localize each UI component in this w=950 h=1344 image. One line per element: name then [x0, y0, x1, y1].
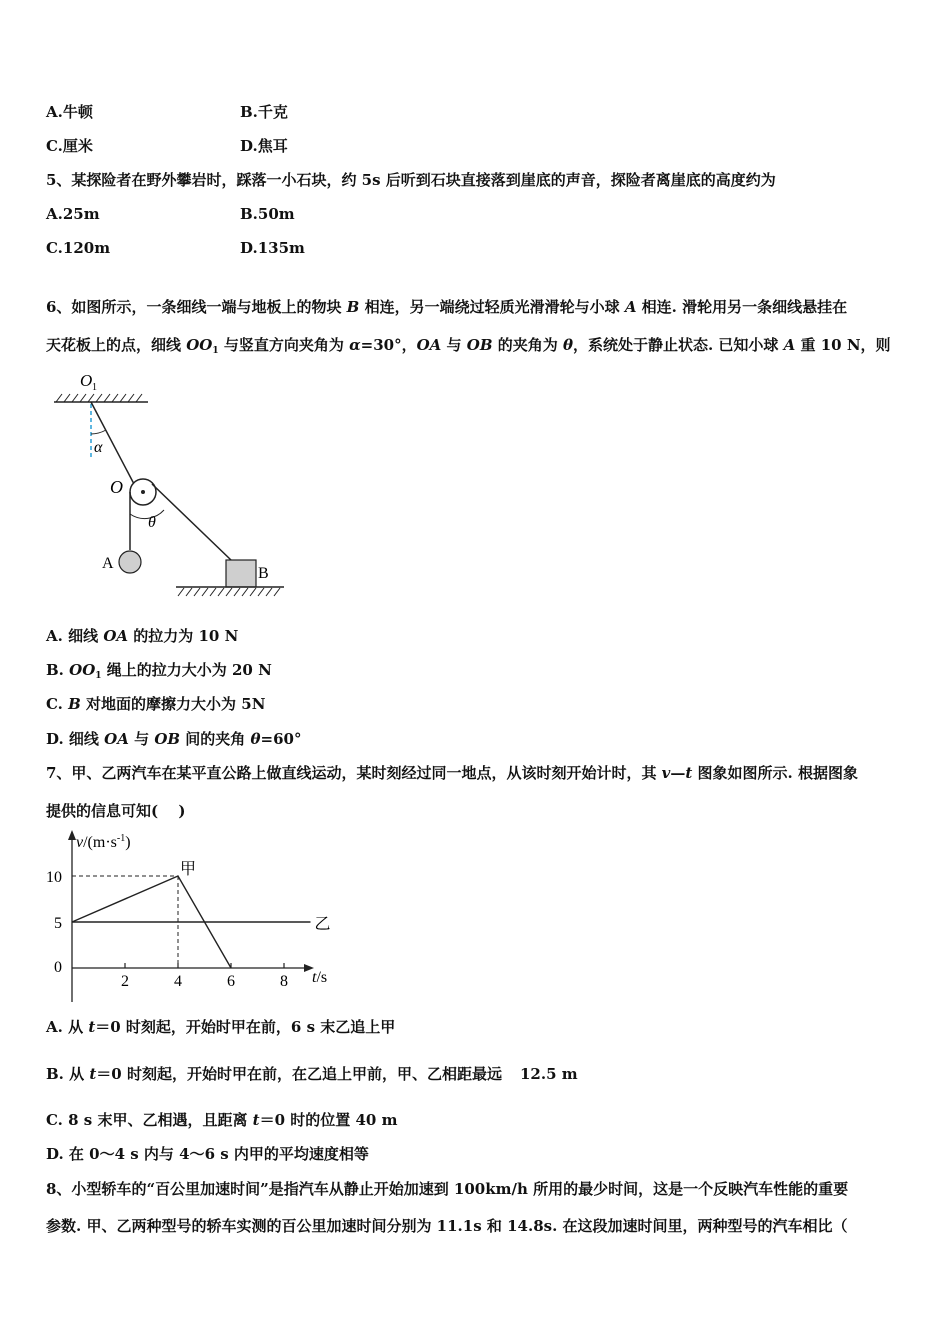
text: =60°	[260, 730, 302, 748]
x-tick-label: 4	[174, 973, 182, 990]
y-axis-label	[76, 833, 131, 851]
q6-option-c	[46, 693, 265, 715]
string-ob	[152, 484, 231, 560]
ceiling-hatch	[56, 394, 142, 402]
var-oo: OO	[186, 336, 213, 354]
var-ob: OB	[154, 730, 181, 748]
text: 的拉力为 10 N	[128, 627, 239, 645]
var-b: B	[68, 695, 81, 713]
var-v: v	[661, 764, 671, 782]
label-o1-sub: 1	[92, 382, 97, 393]
text: =30°，	[360, 336, 417, 354]
pulley-axle	[141, 490, 145, 494]
label-o1: O	[80, 371, 93, 390]
y-tick-label: 10	[46, 869, 62, 886]
var-t: t	[88, 1018, 96, 1036]
text: ＝0 时刻起，开始时甲在前，在乙追上甲前，甲、乙相距最远	[96, 1065, 502, 1083]
y-axis-label-exp: -1	[116, 833, 126, 844]
q6-stem-line2	[46, 334, 891, 362]
var-a: A	[624, 298, 637, 316]
x-tick-label: 8	[280, 973, 288, 990]
q7-option-b	[46, 1063, 578, 1085]
series-label-jia: 甲	[180, 861, 197, 878]
q5-option-b: B.50m	[240, 205, 295, 223]
var-oa: OA	[416, 336, 442, 354]
text: 与	[128, 730, 155, 748]
text: C. 8 s 末甲、乙相遇，且距离	[46, 1111, 253, 1129]
label-theta: θ	[148, 514, 156, 531]
q4-option-c: C.厘米	[46, 137, 93, 155]
value: 12.5 m	[519, 1065, 578, 1083]
text: 对地面的摩擦力大小为 5N	[80, 695, 266, 713]
subscript: 1	[95, 671, 102, 681]
y-axis-arrow	[68, 830, 76, 840]
q8-stem-line2: 参数. 甲、乙两种型号的轿车实测的百公里加速时间分别为 11.1s 和 14.8s. 在这段加速时间里，两种型号的汽车相比（	[46, 1217, 848, 1235]
var-oa: OA	[103, 627, 129, 645]
alpha-arc	[91, 430, 106, 434]
text: 相连，另一端绕过轻质光滑滑轮与小球	[359, 298, 625, 316]
q6-option-a	[46, 625, 238, 647]
q4-option-a: A.牛顿	[46, 103, 93, 121]
var-b: B	[346, 298, 360, 316]
theta-arc	[130, 510, 164, 519]
q6-option-d	[46, 728, 301, 750]
var-t: t	[685, 764, 693, 782]
text: D. 细线	[46, 730, 105, 748]
q7-option-a	[46, 1016, 395, 1038]
vt-chart	[40, 826, 340, 1008]
y-tick-label: 5	[54, 915, 62, 932]
q5-option-a: A.25m	[46, 205, 100, 223]
q5-option-c: C.120m	[46, 239, 111, 257]
text: A. 从	[46, 1018, 89, 1036]
q7-stem-line1	[46, 762, 858, 784]
y-axis-label-var: v	[76, 834, 84, 851]
q6-stem-line1	[46, 296, 847, 318]
label-a: A	[102, 555, 114, 572]
text: 6、如图所示，一条细线一端与地板上的物块	[46, 298, 347, 316]
subscript: 1	[212, 346, 219, 356]
var-t: t	[252, 1111, 260, 1129]
text: 与	[441, 336, 467, 354]
x-axis-label-var: t	[312, 969, 317, 986]
y-tick-label: 0	[54, 959, 62, 976]
y-axis-label-close: )	[125, 834, 131, 851]
x-axis-label	[312, 969, 327, 986]
text: —	[670, 764, 686, 782]
q7-option-c	[46, 1109, 397, 1131]
ball-a	[119, 551, 141, 573]
block-b	[226, 560, 256, 587]
q7-option-d: D. 在 0～4 s 内与 4～6 s 内甲的平均速度相等	[46, 1145, 369, 1163]
label-alpha: α	[94, 439, 103, 456]
text: 7、甲、乙两汽车在某平直公路上做直线运动，某时刻经过同一地点，从该时刻开始计时，其	[46, 764, 662, 782]
q5-option-d: D.135m	[240, 239, 305, 257]
q7-stem-line2: 提供的信息可知( )	[46, 802, 186, 820]
text: ＝0 时的位置 40 m	[259, 1111, 398, 1129]
x-tick-label: 6	[227, 973, 235, 990]
var-oo: OO	[69, 661, 96, 679]
text: 与竖直方向夹角为	[218, 336, 350, 354]
var-theta: θ	[250, 730, 261, 748]
pulley-diagram	[46, 364, 296, 604]
text: 天花板上的点，细线	[46, 336, 187, 354]
text: ，系统处于静止状态. 已知小球	[572, 336, 784, 354]
text: 绳上的拉力大小为 20 N	[101, 661, 272, 679]
text: 的夹角为	[492, 336, 563, 354]
series-label-yi: 乙	[314, 916, 331, 933]
q5-stem: 5、某探险者在野外攀岩时，踩落一小石块，约 5s 后听到石块直接落到崖底的声音，探险者离崖底的高度约为	[46, 171, 776, 189]
x-axis-label-unit: /s	[316, 969, 328, 986]
x-tick-label: 2	[121, 973, 129, 990]
q6-option-b	[46, 659, 272, 687]
var-theta: θ	[562, 336, 573, 354]
var-oa: OA	[104, 730, 129, 748]
text: 间的夹角	[180, 730, 251, 748]
text: 图象如图所示. 根据图象	[692, 764, 858, 782]
var-t: t	[89, 1065, 97, 1083]
q4-option-b: B.千克	[240, 103, 288, 121]
q8-stem-line1: 8、小型轿车的“百公里加速时间”是指汽车从静止开始加速到 100km/h 所用的最少时间，这是一个反映汽车性能的重要	[46, 1180, 849, 1198]
text: 重 10 N，则	[795, 336, 891, 354]
text: ＝0 时刻起，开始时甲在前，6 s 末乙追上甲	[95, 1018, 396, 1036]
text: 相连. 滑轮用另一条细线悬挂在	[636, 298, 848, 316]
floor-hatch	[178, 588, 280, 596]
text: B.	[46, 661, 70, 679]
var-ob: OB	[466, 336, 493, 354]
var-a: A	[783, 336, 796, 354]
label-b: B	[258, 565, 269, 582]
text: B. 从	[46, 1065, 90, 1083]
var-alpha: α	[349, 336, 361, 354]
y-axis-label-unit: /(m·s	[83, 834, 117, 851]
text: A. 细线	[46, 627, 104, 645]
label-o: O	[110, 477, 123, 497]
q4-option-d: D.焦耳	[240, 137, 288, 155]
text: C.	[46, 695, 69, 713]
